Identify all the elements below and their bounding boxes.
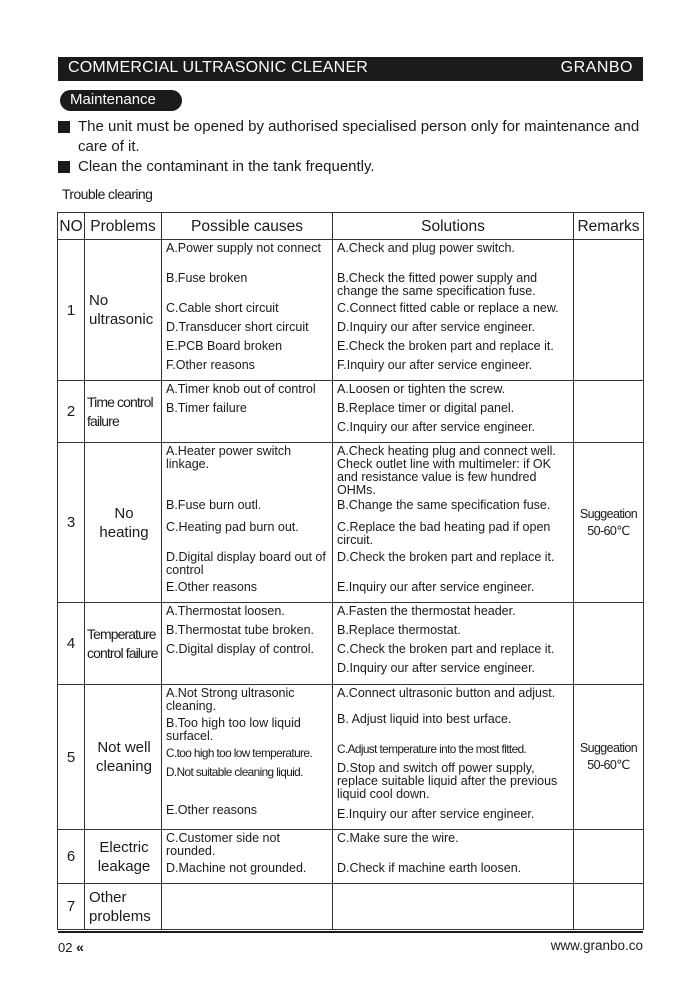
square-bullet-icon — [58, 161, 70, 173]
cause-item: A.Power supply not connect — [166, 241, 321, 255]
bullet-text: The unit must be opened by authorised specialised person only for maintenance and care of it. — [78, 118, 640, 155]
row-number: 2 — [58, 381, 85, 443]
square-bullet-icon — [58, 121, 70, 133]
causes-cell — [162, 685, 333, 830]
remark-cell — [574, 381, 644, 443]
solution-item: B.Replace thermostat. — [337, 623, 461, 637]
solution-item: D.Check if machine earth loosen. — [337, 861, 522, 875]
header-bar — [58, 57, 643, 81]
cause-item: E.Other reasons — [166, 803, 258, 817]
solutions-cell — [333, 884, 574, 930]
table-row — [58, 884, 644, 930]
solution-item: F.Inquiry our after service engineer. — [337, 358, 533, 372]
cause-item: C.Customer side not rounded. — [166, 831, 280, 858]
problem-cell: Not well cleaning — [85, 685, 162, 830]
remark-cell — [574, 884, 644, 930]
table-row — [58, 381, 644, 443]
solution-item: D.Inquiry our after service engineer. — [337, 661, 536, 675]
solution-item: E.Check the broken part and replace it. — [337, 339, 554, 353]
cause-item: B.Too high too low liquid surfacel. — [166, 716, 301, 743]
cause-item: A.Heater power switch linkage. — [166, 444, 292, 471]
column-header: Remarks — [574, 213, 644, 240]
solutions-cell — [333, 685, 574, 830]
solution-item: B. Adjust liquid into best urface. — [337, 712, 512, 726]
problem-cell: No ultrasonic — [85, 240, 162, 381]
table-header-row — [58, 213, 644, 240]
remark-cell — [574, 830, 644, 884]
column-header: Problems — [85, 213, 162, 240]
solutions-cell — [333, 240, 574, 381]
cause-item: D.Not suitable cleaning liquid. — [166, 765, 303, 779]
solution-item: B.Replace timer or digital panel. — [337, 401, 515, 415]
causes-cell — [162, 884, 333, 930]
causes-cell — [162, 443, 333, 603]
problem-cell: Electric leakage — [85, 830, 162, 884]
solution-item: C.Connect fitted cable or replace a new. — [337, 301, 559, 315]
cause-item: A.Timer knob out of control — [166, 382, 316, 396]
document-title: COMMERCIAL ULTRASONIC CLEANER — [68, 59, 369, 76]
cause-item: B.Fuse burn outl. — [166, 498, 262, 512]
cause-item: E.PCB Board broken — [166, 339, 283, 353]
column-header: Possible causes — [162, 213, 333, 240]
causes-cell — [162, 830, 333, 884]
problem-cell: Temperature control failure — [85, 603, 162, 685]
solution-item: C.Adjust temperature into the most fitted. — [337, 742, 527, 756]
brand-name: GRANBO — [560, 59, 633, 76]
cause-item: A.Not Strong ultrasonic cleaning. — [166, 686, 295, 713]
solution-item: C.Inquiry our after service engineer. — [337, 420, 536, 434]
bullet-text: Clean the contaminant in the tank frequently. — [78, 158, 375, 175]
table-row — [58, 830, 644, 884]
row-number: 1 — [58, 240, 85, 381]
cause-item: C.Heating pad burn out. — [166, 520, 299, 534]
cause-item: C.too high too low temperature. — [166, 746, 312, 760]
solution-item: A.Fasten the thermostat header. — [337, 604, 516, 618]
problem-cell: No heating — [85, 443, 162, 603]
solution-item: E.Inquiry our after service engineer. — [337, 580, 535, 594]
cause-item: B.Fuse broken — [166, 271, 248, 285]
row-number: 3 — [58, 443, 85, 603]
table-row — [58, 443, 644, 603]
subheading: Trouble clearing — [62, 186, 153, 202]
section-label: Maintenance — [60, 90, 182, 111]
row-number: 4 — [58, 603, 85, 685]
page-number: 02 « — [58, 939, 81, 955]
row-number: 6 — [58, 830, 85, 884]
row-number: 7 — [58, 884, 85, 930]
remark-cell: Suggeation 50-60℃ — [574, 443, 644, 603]
cause-item: B.Thermostat tube broken. — [166, 623, 314, 637]
table-row — [58, 685, 644, 830]
solutions-cell — [333, 381, 574, 443]
column-header: NO — [58, 213, 85, 240]
solutions-cell — [333, 603, 574, 685]
remark-cell: Suggeation 50-60℃ — [574, 685, 644, 830]
solution-item: B.Check the fitted power supply and change the same specification fuse. — [337, 271, 538, 298]
cause-item: C.Cable short circuit — [166, 301, 279, 315]
solution-item: B.Change the same specification fuse. — [337, 498, 551, 512]
cause-item: E.Other reasons — [166, 580, 258, 594]
cause-item: B.Timer failure — [166, 401, 247, 415]
solutions-cell — [333, 830, 574, 884]
remark-cell — [574, 603, 644, 685]
problem-cell: Other problems — [85, 884, 162, 930]
solution-item: D.Inquiry our after service engineer. — [337, 320, 536, 334]
row-number: 5 — [58, 685, 85, 830]
website-url: www.granbo.co — [550, 938, 643, 953]
solution-item: C.Check the broken part and replace it. — [337, 642, 555, 656]
solutions-cell — [333, 443, 574, 603]
solution-item: E.Inquiry our after service engineer. — [337, 807, 535, 821]
cause-item: D.Digital display board out of control — [166, 550, 326, 577]
trouble-table — [57, 212, 644, 930]
causes-cell — [162, 240, 333, 381]
solution-item: A.Loosen or tighten the screw. — [337, 382, 506, 396]
solution-item: D.Check the broken part and replace it. — [337, 550, 555, 564]
remark-cell — [574, 240, 644, 381]
column-header: Solutions — [333, 213, 574, 240]
cause-item: F.Other reasons — [166, 358, 255, 372]
cause-item: C.Digital display of control. — [166, 642, 314, 656]
solution-item: A.Check heating plug and connect well. Check outlet line with multimeler: if OK and resistance value is few hundred OHMs. — [337, 444, 556, 497]
solution-item: C.Make sure the wire. — [337, 831, 459, 845]
solution-item: C.Replace the bad heating pad if open circuit. — [337, 520, 551, 547]
causes-cell — [162, 603, 333, 685]
cause-item: D.Transducer short circuit — [166, 320, 309, 334]
solution-item: A.Check and plug power switch. — [337, 241, 515, 255]
solution-item: A.Connect ultrasonic button and adjust. — [337, 686, 556, 700]
cause-item: D.Machine not grounded. — [166, 861, 307, 875]
problem-cell: Time control failure — [85, 381, 162, 443]
causes-cell — [162, 381, 333, 443]
cause-item: A.Thermostat loosen. — [166, 604, 285, 618]
table-row — [58, 240, 644, 381]
footer-divider — [58, 931, 643, 933]
table-row — [58, 603, 644, 685]
solution-item: D.Stop and switch off power supply, replace suitable liquid after the previous liquid cool down. — [337, 761, 558, 801]
